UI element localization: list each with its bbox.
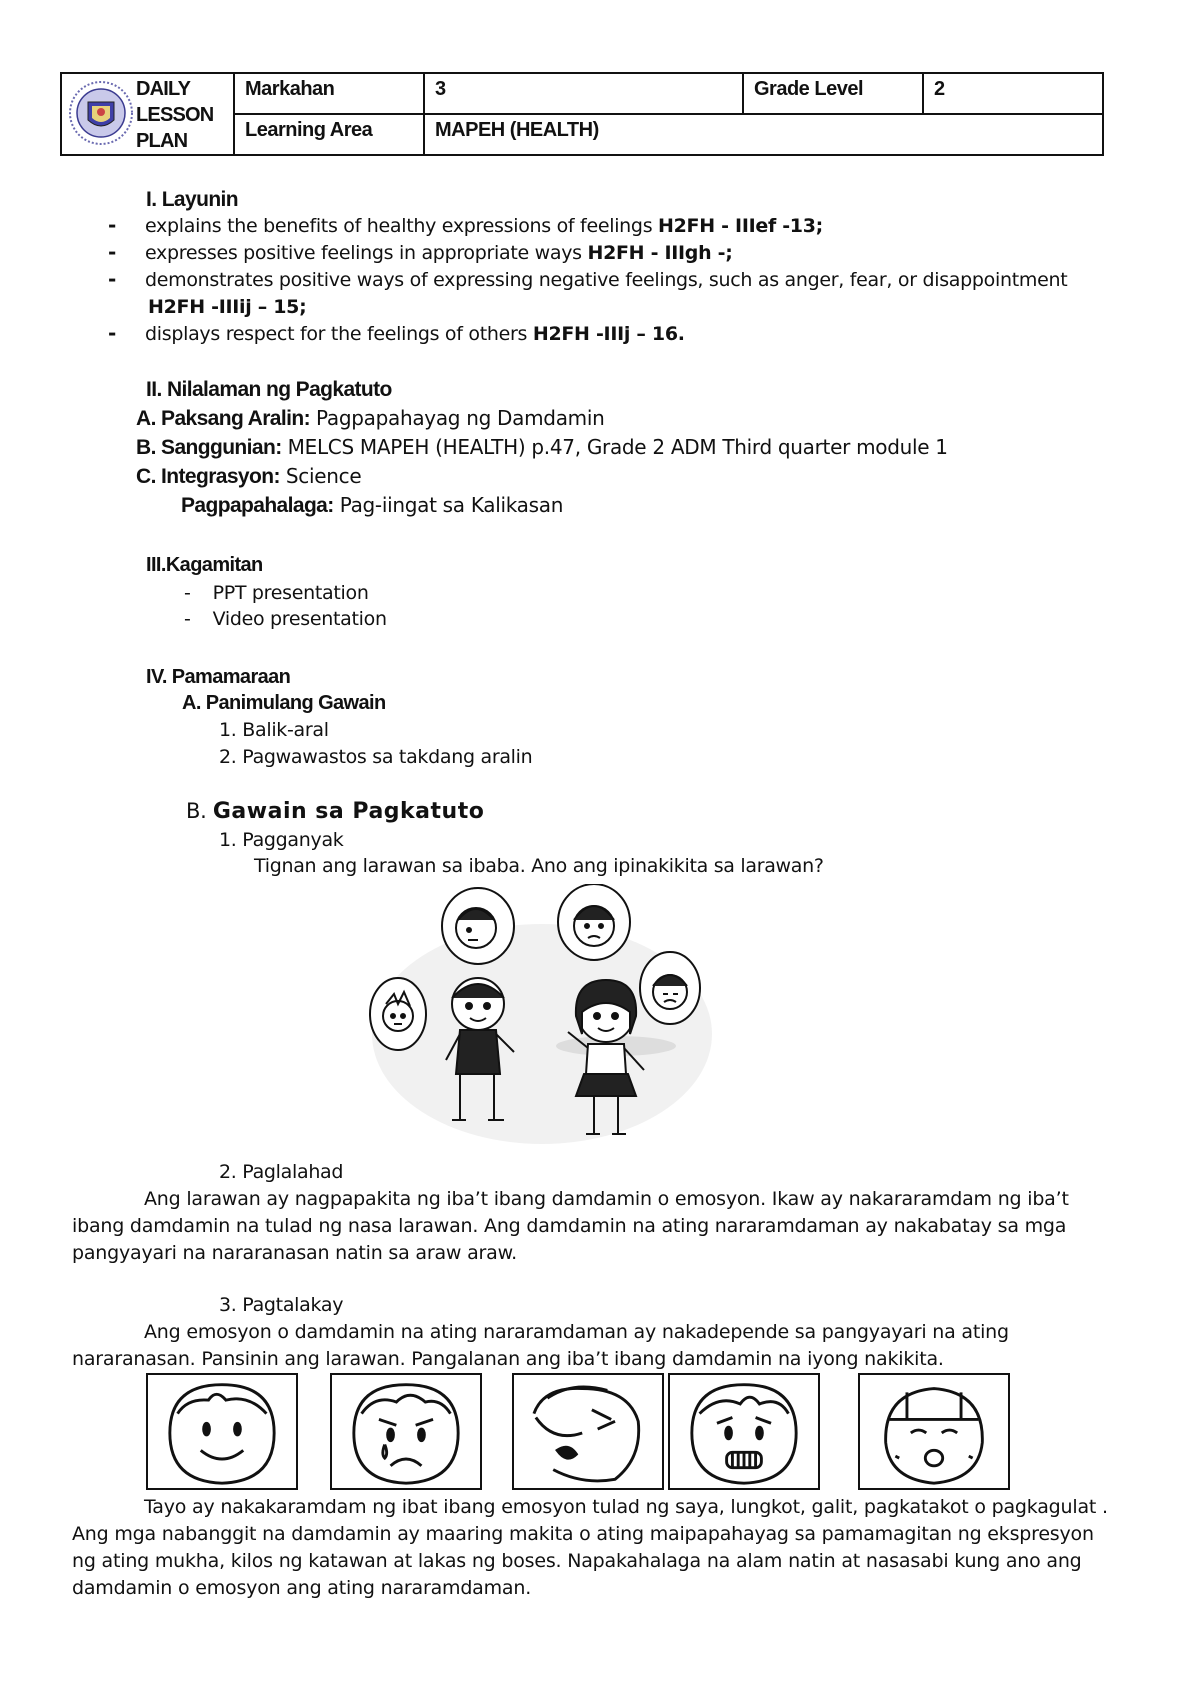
layunin-heading: I. Layunin bbox=[146, 188, 239, 211]
paglalahad-label: 2. Paglalahad bbox=[219, 1161, 344, 1183]
pamamaraan-heading: IV. Pamamaraan bbox=[146, 666, 291, 688]
markahan-label: Markahan bbox=[245, 78, 335, 100]
layunin-item: displays respect for the feelings of others H2FH -IIIj – 16. bbox=[145, 323, 685, 345]
grade-level-label: Grade Level bbox=[754, 78, 864, 100]
panimulang-item: 1. Balik-aral bbox=[219, 719, 329, 741]
pagtalakay-text: Ang emosyon o damdamin na ating nararamdaman ay nakadepende sa pangyayari na ating nararanasan. Pansinin ang larawan. Pangalanan ang iba’t ibang damdamin na iyong nakikita. bbox=[72, 1321, 1009, 1370]
bullet-dash: - bbox=[108, 321, 117, 345]
angry-face-icon bbox=[512, 1373, 664, 1490]
markahan-value: 3 bbox=[435, 78, 446, 100]
pagtalakay-label: 3. Pagtalakay bbox=[219, 1294, 344, 1316]
sad-face-icon bbox=[330, 1373, 482, 1490]
deped-seal-icon bbox=[68, 80, 134, 146]
kagamitan-heading: III.Kagamitan bbox=[146, 554, 263, 576]
pagganyak-question: Tignan ang larawan sa ibaba. Ano ang ipinakikita sa larawan? bbox=[254, 855, 824, 877]
header-table bbox=[60, 72, 1104, 156]
nilalaman-heading: II. Nilalaman ng Pagkatuto bbox=[146, 378, 392, 401]
paglalahad-text: Ang larawan ay nagpapakita ng iba’t ibang damdamin o emosyon. Ikaw ay nakararamdam ng iba’t ibang damdamin na tulad ng nasa larawan. Ang damdamin na ating nararamdaman ay nakabatay sa mga pangyayari na nararanasan natin sa araw araw. bbox=[72, 1188, 1069, 1264]
surprised-face-icon bbox=[858, 1373, 1010, 1490]
happy-face-icon bbox=[146, 1373, 298, 1490]
integrasyon: C. Integrasyon: Science bbox=[136, 464, 362, 488]
learning-area-value: MAPEH (HEALTH) bbox=[435, 119, 599, 141]
grade-level-value: 2 bbox=[934, 78, 945, 100]
daily-lesson-plan-title: DAILY LESSON PLAN bbox=[136, 78, 214, 152]
bullet-dash: - bbox=[108, 240, 117, 264]
children-emotions-illustration bbox=[368, 884, 716, 1152]
pagpapahalaga: Pagpapahalaga: Pag-iingat sa Kalikasan bbox=[181, 493, 564, 517]
pagganyak-label: 1. Pagganyak bbox=[219, 829, 344, 851]
kagamitan-item: - Video presentation bbox=[184, 608, 387, 630]
layunin-item: demonstrates positive ways of expressing negative feelings, such as anger, fear, or disappointment bbox=[145, 269, 1068, 291]
layunin-item: expresses positive feelings in appropriate ways H2FH - IIIgh -; bbox=[145, 242, 733, 264]
bullet-dash: - bbox=[108, 267, 117, 291]
layunin-item: explains the benefits of healthy expressions of feelings H2FH - IIIef -13; bbox=[145, 215, 823, 237]
scared-face-icon bbox=[668, 1373, 820, 1490]
kagamitan-item: - PPT presentation bbox=[184, 582, 369, 604]
layunin-item-code: H2FH -IIIij – 15; bbox=[148, 296, 307, 318]
paksang-aralin: A. Paksang Aralin: Pagpapahayag ng Damdamin bbox=[136, 406, 605, 430]
gawain-heading: B. Gawain sa Pagkatuto bbox=[186, 799, 485, 824]
bullet-dash: - bbox=[108, 213, 117, 237]
sanggunian: B. Sanggunian: MELCS MAPEH (HEALTH) p.47, Grade 2 ADM Third quarter module 1 bbox=[136, 435, 948, 459]
panimulang-gawain-heading: A. Panimulang Gawain bbox=[182, 692, 386, 714]
panimulang-item: 2. Pagwawastos sa takdang aralin bbox=[219, 746, 533, 768]
learning-area-label: Learning Area bbox=[245, 119, 373, 141]
closing-text: Tayo ay nakakaramdam ng ibat ibang emosyon tulad ng saya, lungkot, galit, pagkatakot o pagkagulat . Ang mga nabanggit na damdamin ay maaring makita o ating maipapahayag sa pamamagitan ng ekspresyon ng ating mukha, kilos ng katawan at lakas ng boses. Napakahalaga na alam natin at nasasabi kung ano ang damdamin o emosyon ang ating nararamdaman. bbox=[72, 1496, 1108, 1599]
